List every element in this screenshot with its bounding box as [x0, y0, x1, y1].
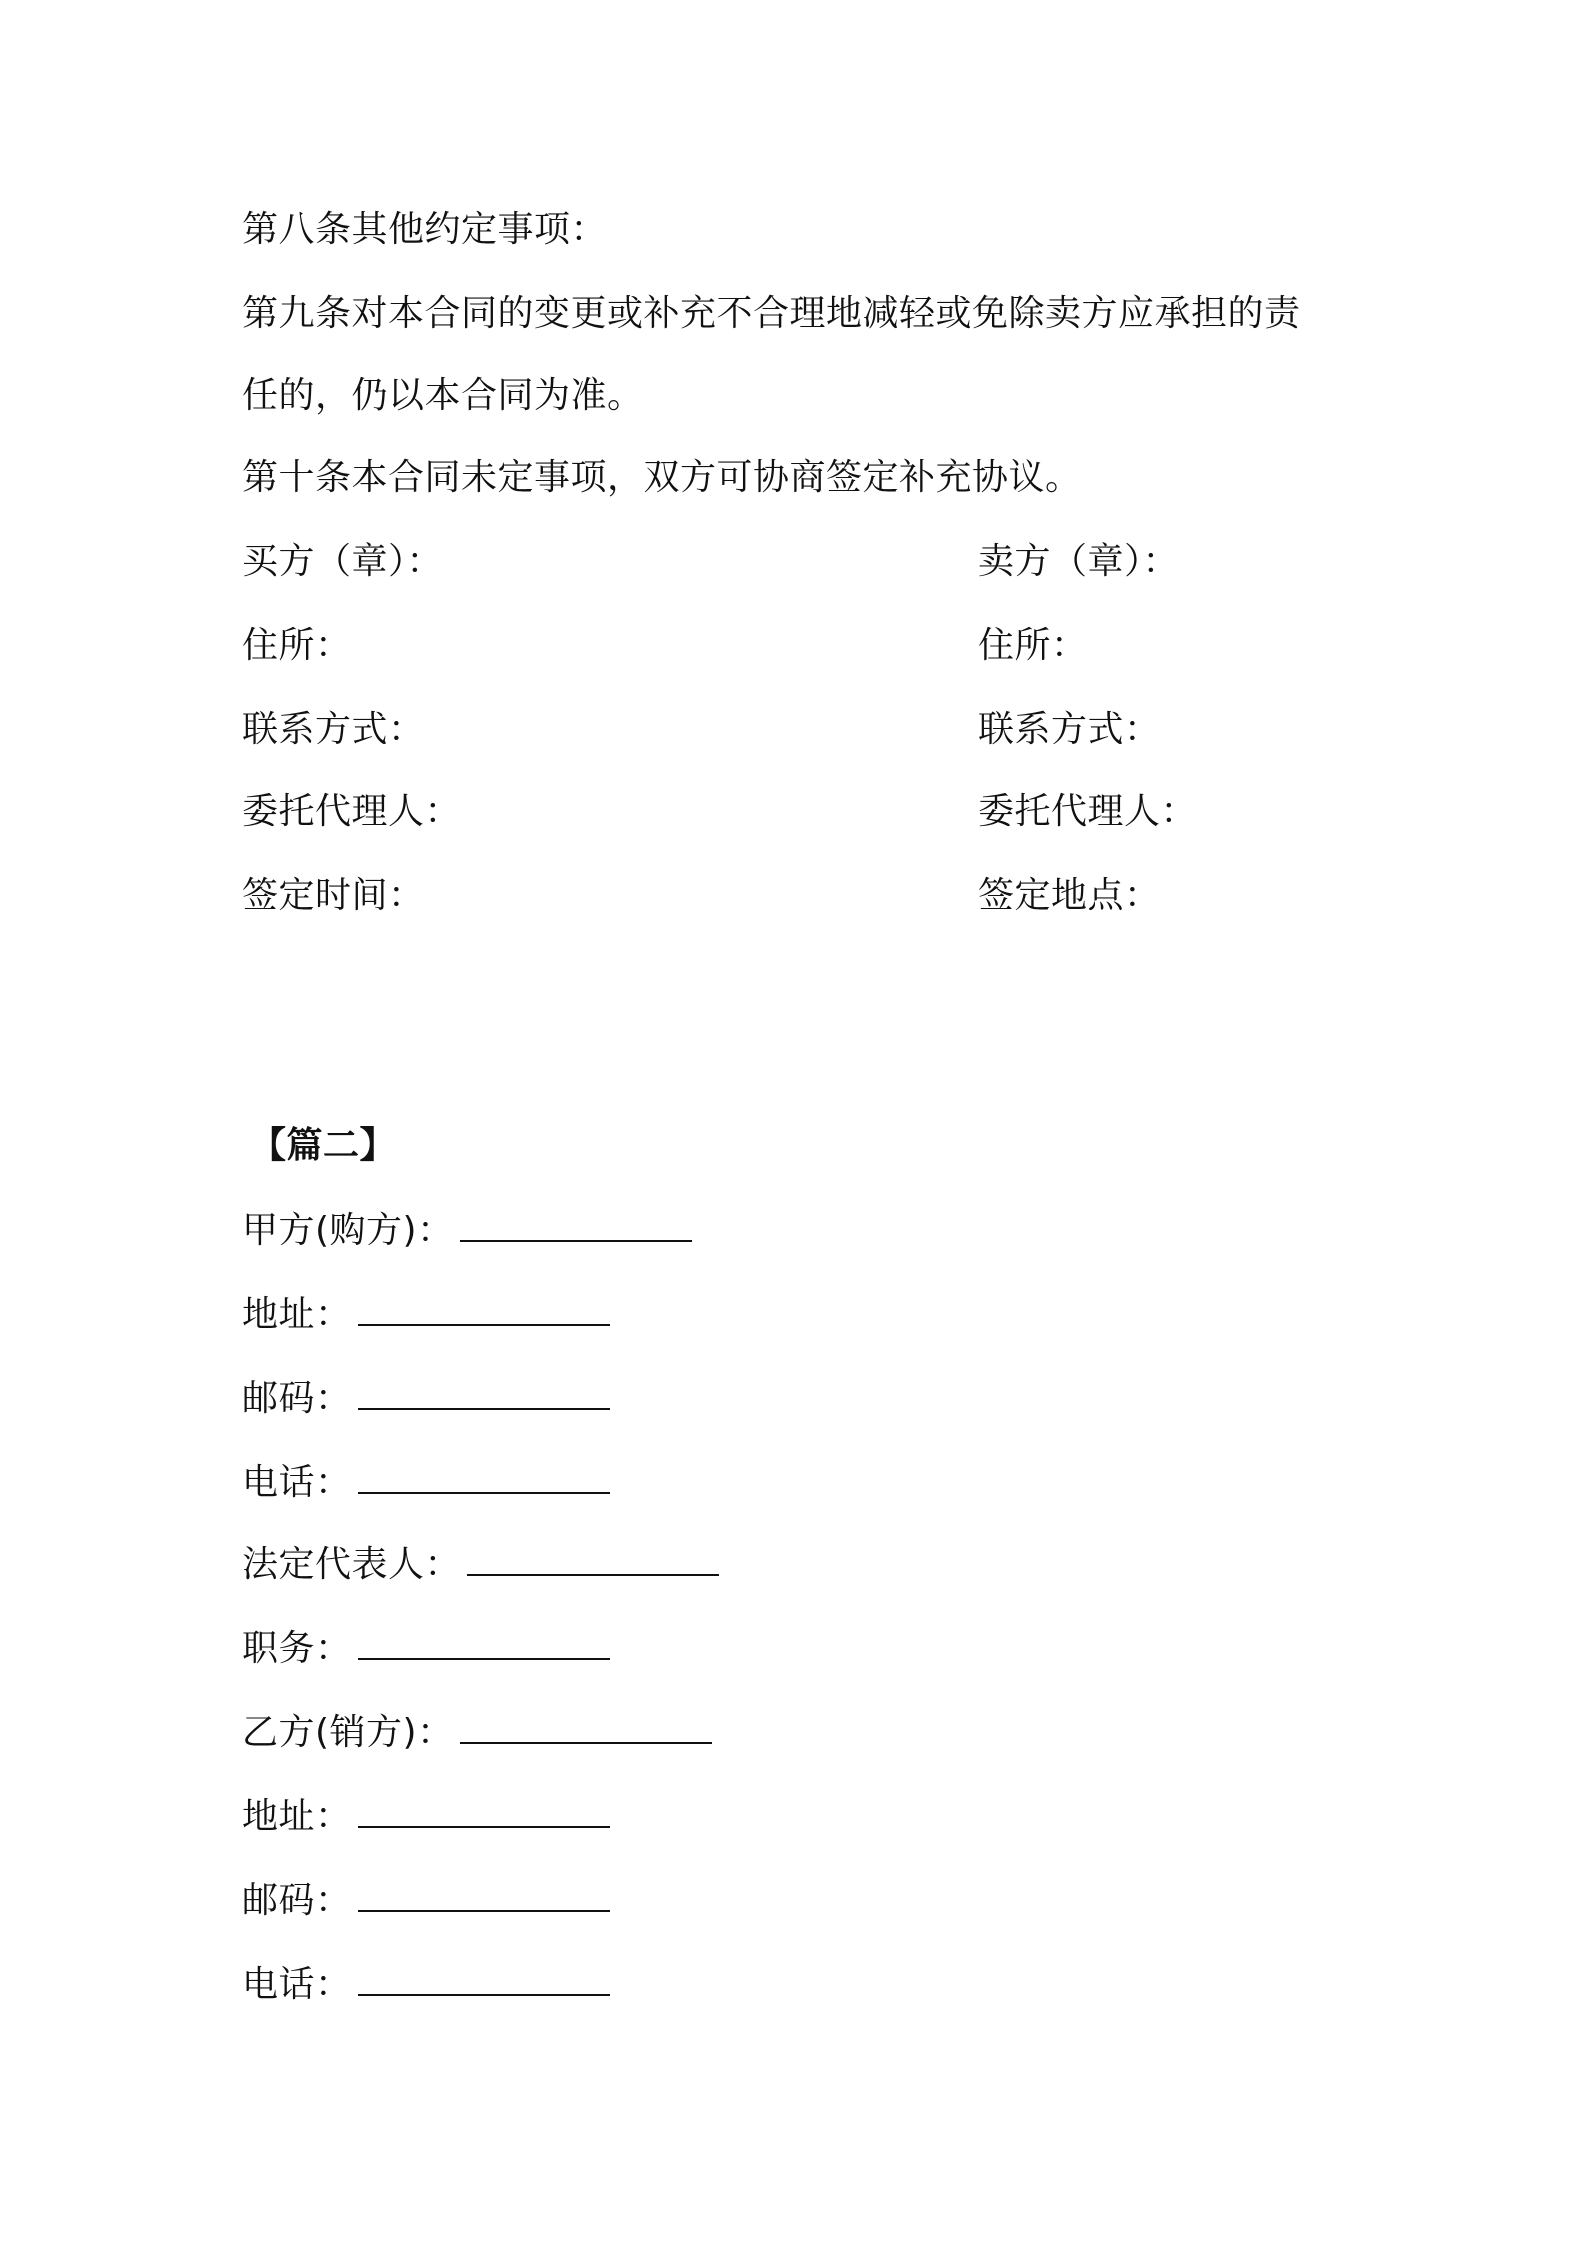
- party-b-phone-field: [242, 1960, 610, 2009]
- party-a-position-field: [242, 1624, 610, 1673]
- section-heading: 【篇二】: [250, 1125, 397, 1166]
- party-b-address-blank: [358, 1792, 610, 1828]
- party-a-postcode-label: 邮码：: [242, 1378, 352, 1419]
- party-b-address-label: 地址：: [242, 1796, 352, 1837]
- party-b-name-label: 乙方(销方)：: [242, 1712, 454, 1753]
- party-a-position-blank: [358, 1624, 610, 1660]
- seller-contact-label: 联系方式：: [978, 709, 1161, 750]
- party-a-postcode-field: [242, 1374, 610, 1423]
- party-a-address-blank: [358, 1290, 610, 1326]
- party-b-address-field: [242, 1792, 610, 1841]
- buyer-agent-label: 委托代理人：: [242, 791, 462, 832]
- seller-address-label: 住所：: [978, 625, 1088, 666]
- party-a-postcode-blank: [358, 1374, 610, 1410]
- party-a-position-label: 职务：: [242, 1628, 352, 1669]
- article-8: 第八条其他约定事项：: [242, 209, 608, 250]
- party-a-legal-rep-field: [242, 1540, 719, 1589]
- party-a-address-field: [242, 1290, 610, 1339]
- party-a-name-blank: [460, 1206, 692, 1242]
- party-b-phone-blank: [358, 1960, 610, 1996]
- seller-seal-label: 卖方（章）：: [978, 541, 1180, 582]
- party-b-postcode-blank: [358, 1876, 610, 1912]
- party-a-address-label: 地址：: [242, 1294, 352, 1335]
- party-a-phone-label: 电话：: [242, 1462, 352, 1503]
- article-9-line-1: 第九条对本合同的变更或补充不合理地减轻或免除卖方应承担的责: [242, 293, 1301, 334]
- party-a-legal-rep-label: 法定代表人：: [242, 1544, 462, 1585]
- seller-agent-label: 委托代理人：: [978, 791, 1198, 832]
- buyer-contact-label: 联系方式：: [242, 709, 425, 750]
- party-b-postcode-field: [242, 1876, 610, 1925]
- party-a-name-field: [242, 1206, 692, 1255]
- article-10: 第十条本合同未定事项，双方可协商签定补充协议。: [242, 457, 1082, 498]
- party-b-name-blank: [460, 1708, 712, 1744]
- party-a-legal-rep-blank: [467, 1540, 719, 1576]
- party-a-phone-field: [242, 1458, 610, 1507]
- buyer-seal-label: 买方（章）：: [242, 541, 444, 582]
- article-9-line-2: 任的，仍以本合同为准。: [242, 375, 644, 416]
- buyer-address-label: 住所：: [242, 625, 352, 666]
- party-b-postcode-label: 邮码：: [242, 1880, 352, 1921]
- sign-time-label: 签定时间：: [242, 875, 425, 916]
- party-b-name-field: [242, 1708, 712, 1757]
- sign-place-label: 签定地点：: [978, 875, 1161, 916]
- party-a-name-label: 甲方(购方)：: [242, 1210, 454, 1251]
- party-a-phone-blank: [358, 1458, 610, 1494]
- party-b-phone-label: 电话：: [242, 1964, 352, 2005]
